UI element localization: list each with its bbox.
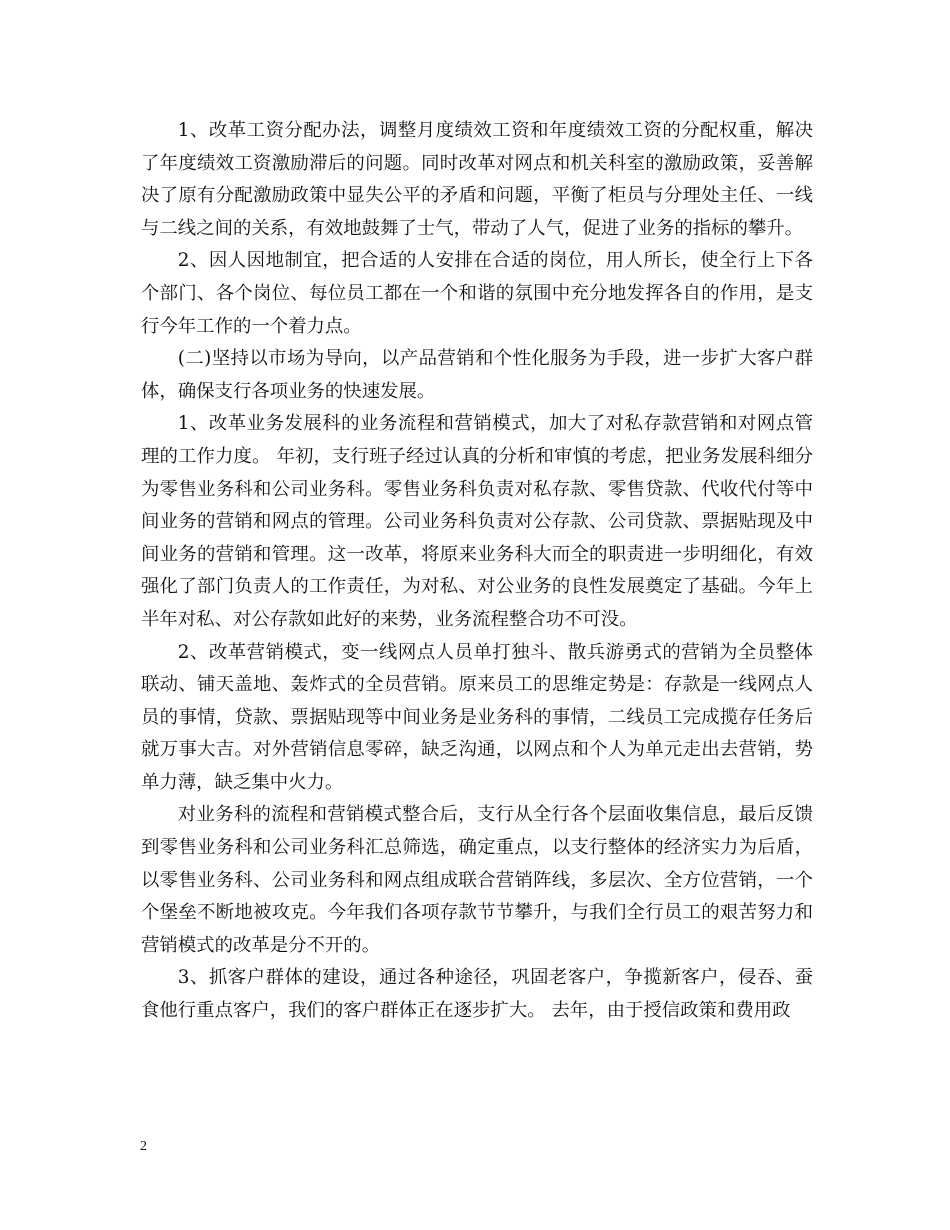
paragraph-4: 1、改革业务发展科的业务流程和营销模式，加大了对私存款营销和对网点管理的工作力度。 年初，支行班子经过认真的分析和审慎的考虑，把业务发展科细分为零售业务科和公司业务科。零售业务科负责对私存款、零售贷款、代收代付等中间业务的营销和网点的管理。公司业务科负责对公存款、公司贷款、票据贴现及中间业务的营销和管理。这一改革，将原来业务科大而全的职责进一步明细化，有效强化了部门负责人的工作责任，为对私、对公业务的良性发展奠定了基础。今年上半年对私、对公存款如此好的来势，业务流程整合功不可没。 xyxy=(141,413,813,630)
paragraph-3: (二)坚持以市场为导向，以产品营销和个性化服务为手段，进一步扩大客户群体，确保支行各项业务的快速发展。 xyxy=(141,348,813,402)
paragraph-1: 1、改革工资分配办法，调整月度绩效工资和年度绩效工资的分配权重，解决了年度绩效工资激励滞后的问题。同时改革对网点和机关科室的激励政策，妥善解决了原有分配激励政策中显失公平的矛盾和问题，平衡了柜员与分理处主任、一线与二线之间的关系，有效地鼓舞了士气，带动了人气，促进了业务的指标的攀升。 xyxy=(141,120,813,239)
page-number: 2 xyxy=(140,1139,147,1154)
paragraph-2: 2、因人因地制宜，把合适的人安排在合适的岗位，用人所长，使全行上下各个部门、各个岗位、每位员工都在一个和谐的氛围中充分地发挥各自的作用，是支行今年工作的一个着力点。 xyxy=(141,250,813,337)
paragraph-7: 3、抓客户群体的建设，通过各种途径，巩固老客户，争揽新客户，侵吞、蚕食他行重点客户，我们的客户群体正在逐步扩大。 去年，由于授信政策和费用政 xyxy=(141,967,813,1022)
paragraph-5: 2、改革营销模式，变一线网点人员单打独斗、散兵游勇式的营销为全员整体联动、铺天盖地、轰炸式的全员营销。原来员工的思维定势是：存款是一线网点人员的事情，贷款、票据贴现等中间业务是业务科的事情，二线员工完成揽存任务后就万事大吉。对外营销信息零碎，缺乏沟通，以网点和个人为单元走出去营销，势单力薄，缺乏集中火力。 xyxy=(141,641,813,793)
paragraph-6: 对业务科的流程和营销模式整合后，支行从全行各个层面收集信息，最后反馈到零售业务科和公司业务科汇总筛选，确定重点，以支行整体的经济实力为后盾，以零售业务科、公司业务科和网点组成联合营销阵线，多层次、全方位营销，一个个堡垒不断地被攻克。今年我们各项存款节节攀升，与我们全行员工的艰苦努力和营销模式的改革是分不开的。 xyxy=(141,804,813,956)
document-body xyxy=(141,115,813,1028)
